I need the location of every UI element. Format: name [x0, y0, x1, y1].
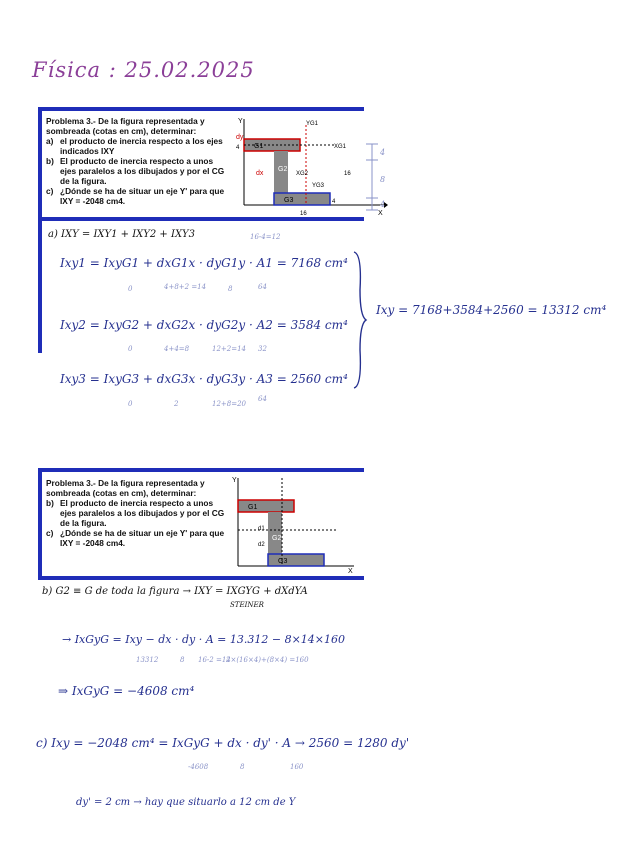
part-c-equation: c) Ixy = −2048 cm⁴ = IxGyG + dx · dy' · A → 2560 = 1280 dy' — [36, 736, 410, 750]
problem-card-1 — [38, 107, 383, 221]
ixy2-note-0: 0 — [128, 345, 133, 353]
ixy3-note-0: 0 — [128, 400, 133, 408]
dimension-annotations — [362, 140, 392, 215]
g2-label: G2 — [278, 166, 288, 173]
dim-8: 8 — [380, 175, 386, 184]
yg1-label: YG1 — [306, 121, 319, 127]
xg1-label: XG1 — [334, 144, 347, 150]
part-c-note-0: -4608 — [188, 763, 209, 771]
item-key: b) — [46, 498, 54, 508]
dim-16-right: 16 — [344, 171, 351, 177]
brace-icon — [350, 250, 370, 390]
problem-heading: Problema 3.- De la figura representada y sombreada (cotas en cm), determinar: — [46, 478, 205, 498]
ixy1-note-0: 0 — [128, 285, 133, 293]
dim-4b: 4 — [380, 200, 386, 209]
dim-16-bottom: 16 — [300, 211, 307, 217]
g3-label-2: G3 — [278, 558, 288, 565]
ixy-total: Ixy = 7168+3584+2560 = 13312 cm⁴ — [376, 303, 607, 317]
problem-statement — [46, 116, 226, 206]
g1-label-2: G1 — [248, 504, 258, 511]
item-text: El producto de inercia respecto a unos ejes paralelos a los dibujados y por el CG de la figura. — [60, 498, 225, 528]
dim-4-top: 4 — [236, 145, 240, 151]
part-c-conclusion: dy' = 2 cm → hay que situarlo a 12 cm de Y — [76, 797, 296, 808]
item-text: ¿Dónde se ha de situar un eje Y' para que IXY = -2048 cm4. — [60, 528, 225, 548]
ixy3-note-3: 64 — [258, 395, 267, 403]
dx-label: dx — [256, 170, 264, 177]
ixy3-note-2: 12+8=20 — [212, 400, 246, 408]
problem-card-2 — [38, 468, 364, 580]
ixgyg-note-2: 16-2 =14 — [198, 656, 231, 664]
item-text: ¿Dónde se ha de situar un eje Y' para que IXY = -2048 cm4. — [60, 186, 225, 206]
ixy1-note-3: 64 — [258, 283, 267, 291]
item-key: c) — [46, 528, 54, 538]
ixy2-note-3: 32 — [258, 345, 267, 353]
ixy2-note-2: 12+2=14 — [212, 345, 246, 353]
ixy2-equation: Ixy2 = IxyG2 + dxG2x · dyG2y · A2 = 3584 cm⁴ — [60, 318, 348, 332]
ixy3-note-1: 2 — [174, 400, 179, 408]
page-title: Física : 25.02.2025 — [32, 58, 255, 82]
problem-heading: Problema 3.- De la figura representada y sombreada (cotas en cm), determinar: — [46, 116, 205, 136]
problem-statement-2 — [46, 478, 226, 548]
part-c-note-2: 160 — [290, 763, 304, 771]
item-key: c) — [46, 186, 54, 196]
item-text: El producto de inercia respecto a unos ejes paralelos a los dibujados y por el CG de la figura. — [60, 156, 225, 186]
item-key: a) — [46, 136, 54, 146]
answer-a-formula: a) IXY = IXY1 + IXY2 + IXY3 — [48, 229, 196, 240]
steiner-label: STEINER — [230, 601, 264, 609]
ixy1-note-1: 4+8+2 =14 — [164, 283, 207, 291]
g3-label: G3 — [284, 197, 294, 204]
dim-4a: 4 — [380, 148, 386, 157]
ixy2-note-1: 4+4=8 — [164, 345, 190, 353]
d1-label: d1 — [258, 526, 265, 532]
item-key: b) — [46, 156, 54, 166]
dim-4-bottom: 4 — [332, 199, 336, 205]
ixy1-equation: Ixy1 = IxyG1 + dxG1x · dyG1y · A1 = 7168 cm⁴ — [60, 256, 348, 270]
x-axis-label-2: X — [348, 568, 353, 574]
y-axis-label: Y — [238, 118, 243, 125]
d2-label: d2 — [258, 542, 265, 548]
ixgyg-result: ⇒ IxGyG = −4608 cm⁴ — [58, 684, 195, 698]
part-c-note-1: 8 — [240, 763, 245, 771]
cross-section-figure-2 — [228, 474, 358, 574]
x-axis-label: X — [378, 210, 383, 217]
ixgyg-note-0: 13312 — [136, 656, 159, 664]
item-text: el producto de inercia respecto a los ejes indicados IXY — [60, 136, 223, 156]
g1-label: G1 — [254, 143, 264, 150]
answer-b-formula: b) G2 ≡ G de toda la figura → IXY = IXGYG + dXdYA — [42, 586, 308, 597]
g2-label-2: G2 — [272, 535, 282, 542]
dy-label: dy — [236, 134, 244, 141]
ixgyg-equation: → IxGyG = Ixy − dx · dy · A = 13.312 − 8×14×160 — [62, 633, 345, 646]
ixy1-note-2: 8 — [228, 285, 233, 293]
ixy3-equation: Ixy3 = IxyG3 + dxG3x · dyG3y · A3 = 2560 cm⁴ — [60, 372, 348, 386]
ixgyg-note-1: 8 — [180, 656, 185, 664]
y-axis-label-2: Y — [232, 477, 237, 484]
yg3-label: YG3 — [312, 183, 325, 189]
side-note: 16-4=12 — [250, 233, 281, 241]
xg2-label: XG2 — [296, 171, 309, 177]
ixgyg-note-3: 2×(16×4)+(8×4) =160 — [226, 656, 309, 664]
